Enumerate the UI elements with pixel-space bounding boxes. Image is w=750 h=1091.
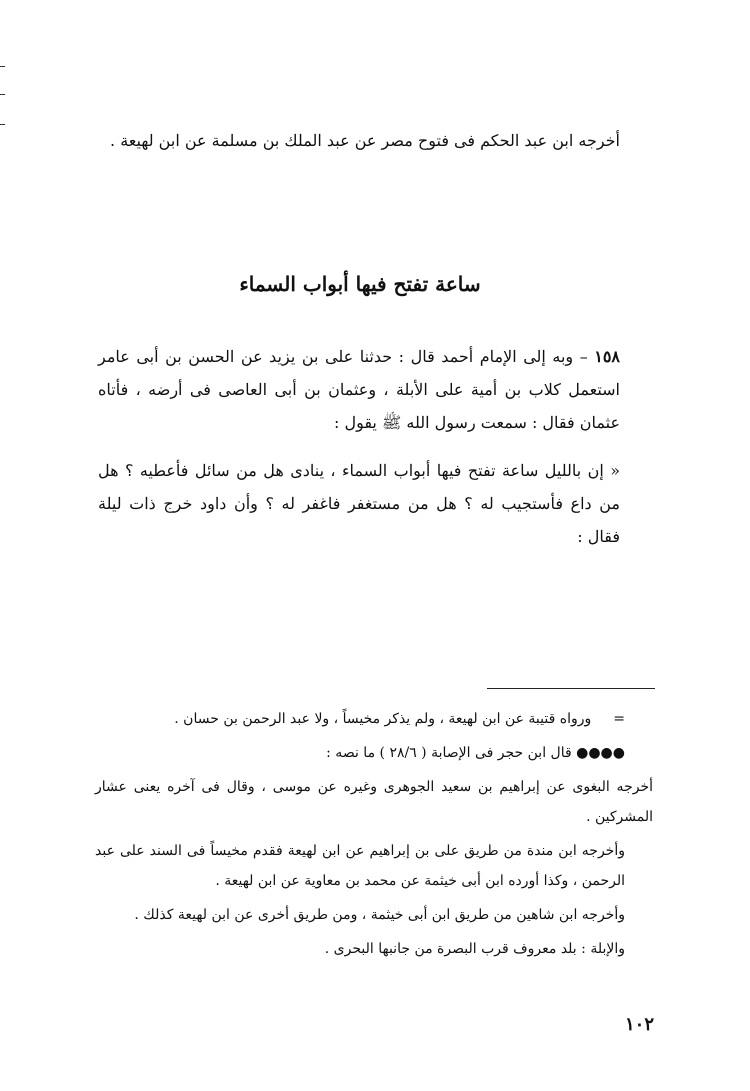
- hadith-matn-paragraph: « إن بالليل ساعة تفتح فيها أبواب السماء ، ينادى هل من سائل فأعطيه ؟ هل من داع فأستجيب له ؟ هل من مستغفر فاغفر له ؟ وأن داود خرج ذات ليلة فقال :: [98, 461, 620, 546]
- intro-paragraph: أخرجه ابن عبد الحكم فى فتوح مصر عن عبد الملك بن مسلمة عن ابن لهيعة .: [110, 131, 620, 150]
- margin-tick: [0, 124, 5, 125]
- footnote-paragraph: أخرجه البغوى عن إبراهيم بن سعيد الجوهرى وغيره عن موسى ، وقال فى آخره يعنى عشار المشركين .: [95, 779, 653, 825]
- section-title: ساعة تفتح فيها أبواب السماء: [239, 272, 481, 296]
- hadith-isnad: – وبه إلى الإمام أحمد قال : حدثنا على بن يزيد عن الحسن بن أبى عامر استعمل كلاب بن أمية على الأبلة ، وعثمان بن أبى العاصى فى أرضه ، فأتاه عثمان فقال : سمعت رسول الله ﷺ يقول :: [98, 347, 620, 432]
- footnote-divider: [487, 688, 655, 689]
- margin-tick: [0, 66, 5, 67]
- margin-tick: [0, 94, 5, 95]
- footnote-paragraph: وأخرجه ابن شاهين من طريق ابن أبى خيثمة ، ومن طريق أخرى عن ابن لهيعة كذلك .: [134, 907, 625, 923]
- continuation-text: ورواه قتيبة عن ابن لهيعة ، ولم يذكر مخيساً ، ولا عبد الرحمن بن حسان .: [174, 711, 592, 727]
- continuation-mark: =: [613, 711, 625, 727]
- footnote-marker: ●●●●: [576, 745, 625, 761]
- footnote-paragraph: والإبلة : بلد معروف قرب البصرة من جانبها البحرى .: [324, 941, 625, 957]
- footnote-continuation: [95, 704, 653, 734]
- footnote-paragraph: وأخرجه ابن مندة من طريق على بن إبراهيم عن ابن لهيعة فقدم مخيساً فى السند على عبد الرحمن ، وكذا أورده ابن أبى خيثمة عن محمد بن معاوية عن ابن لهيعة .: [95, 843, 625, 889]
- footnotes: [95, 704, 653, 968]
- page-number: ١٠٢: [624, 1014, 654, 1035]
- hadith-number: ١٥٨: [594, 347, 620, 366]
- footnote-intro-text: قال ابن حجر فى الإصابة ( ٢٨/٦ ) ما نصه :: [326, 745, 572, 761]
- hadith-isnad-paragraph: [98, 340, 620, 439]
- footnote-intro: [95, 738, 653, 768]
